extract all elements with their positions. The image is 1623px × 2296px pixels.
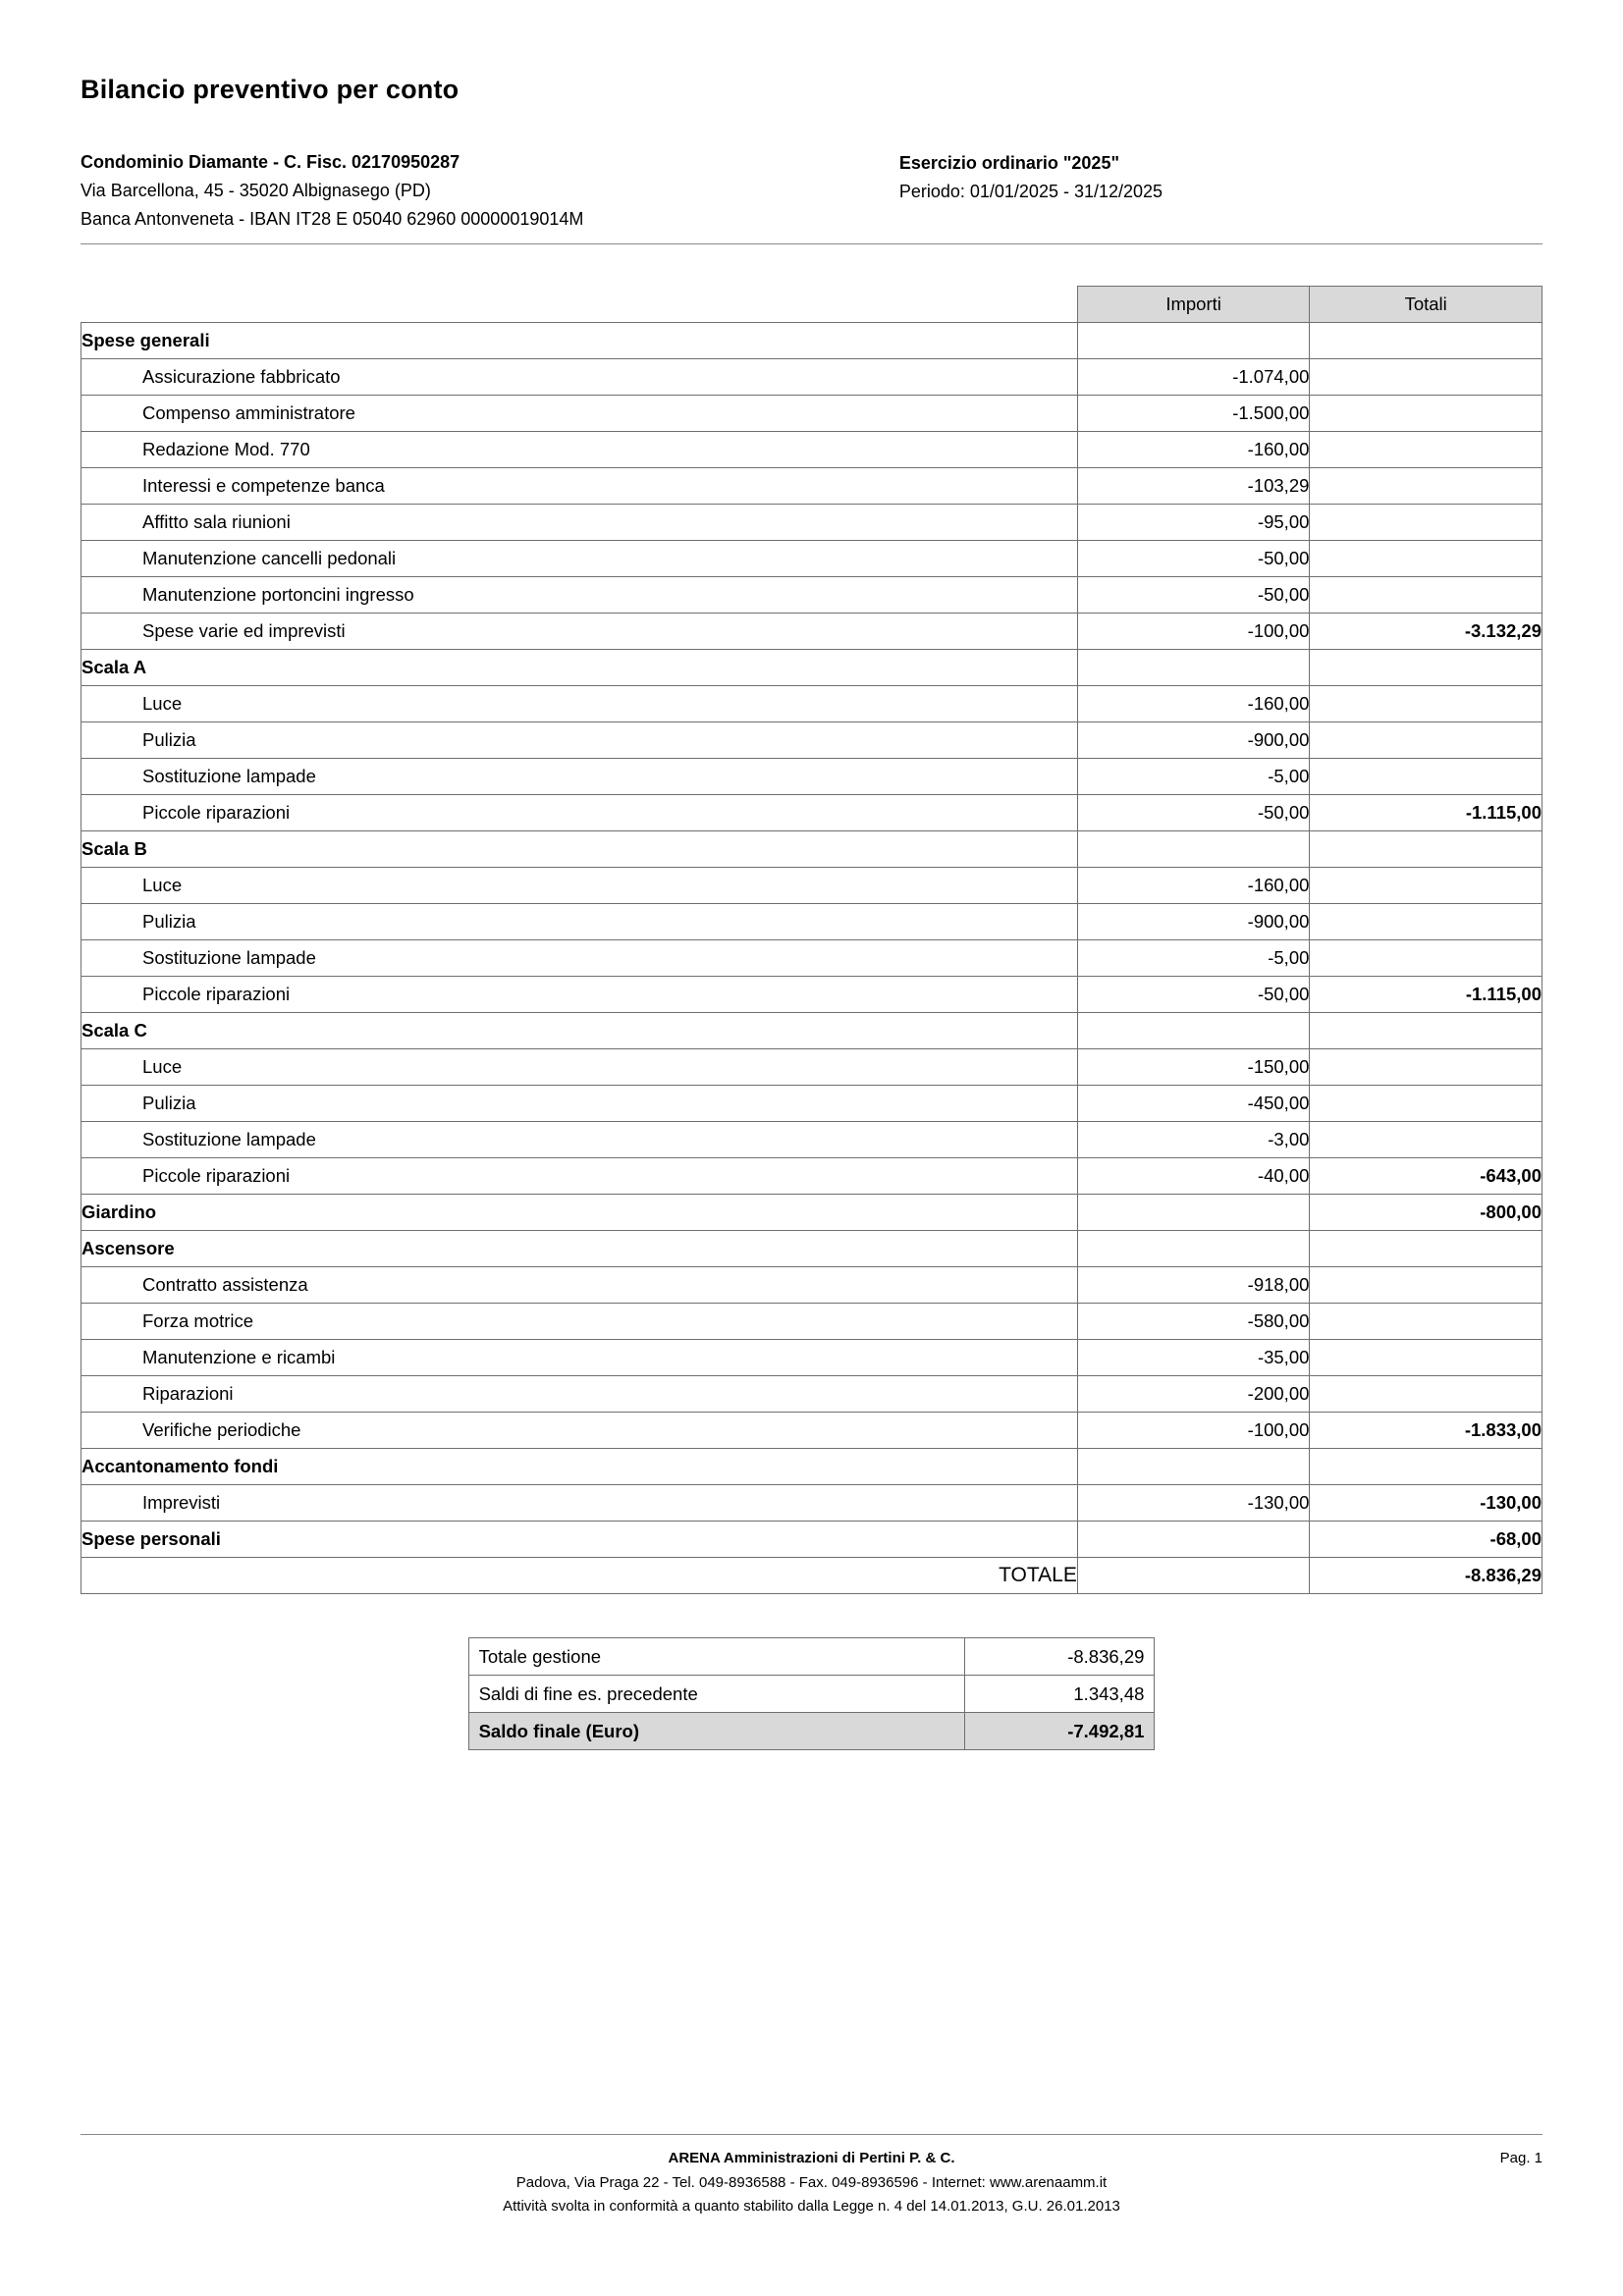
table-row [81, 1122, 1542, 1158]
row-totali [1310, 686, 1542, 722]
row-totali [1310, 831, 1542, 868]
table-row [81, 1413, 1542, 1449]
total-totali: -8.836,29 [1310, 1558, 1542, 1594]
row-label: Scala C [81, 1013, 1078, 1049]
column-header-totali: Totali [1310, 287, 1542, 323]
row-totali [1310, 1340, 1542, 1376]
row-importi: -450,00 [1077, 1086, 1310, 1122]
summary-label: Saldi di fine es. precedente [468, 1676, 964, 1713]
table-row [81, 359, 1542, 396]
table-total-row [81, 1558, 1542, 1594]
header-divider [81, 243, 1542, 244]
table-row [81, 1449, 1542, 1485]
row-totali [1310, 1449, 1542, 1485]
row-totali [1310, 359, 1542, 396]
row-label: Luce [81, 868, 1078, 904]
table-row [81, 1267, 1542, 1304]
row-importi [1077, 831, 1310, 868]
summary-table [468, 1637, 1156, 1750]
row-label: Scala A [81, 650, 1078, 686]
row-label: Giardino [81, 1195, 1078, 1231]
row-label: Spese varie ed imprevisti [81, 614, 1078, 650]
row-label: Verifiche periodiche [81, 1413, 1078, 1449]
row-importi [1077, 1231, 1310, 1267]
row-label: Compenso amministratore [81, 396, 1078, 432]
row-importi [1077, 1013, 1310, 1049]
budget-table [81, 286, 1542, 1594]
row-label: Sostituzione lampade [81, 1122, 1078, 1158]
row-label: Luce [81, 1049, 1078, 1086]
table-row [81, 1231, 1542, 1267]
row-importi: -35,00 [1077, 1340, 1310, 1376]
row-label: Manutenzione e ricambi [81, 1340, 1078, 1376]
row-totali [1310, 396, 1542, 432]
row-totali [1310, 868, 1542, 904]
row-importi: -918,00 [1077, 1267, 1310, 1304]
page-title: Bilancio preventivo per conto [81, 75, 460, 104]
row-importi: -50,00 [1077, 795, 1310, 831]
condominium-name: Condominio Diamante - C. Fisc. 02170950287 [81, 152, 460, 172]
table-row [81, 1340, 1542, 1376]
table-row [81, 541, 1542, 577]
table-row [81, 323, 1542, 359]
row-totali [1310, 505, 1542, 541]
row-label: Riparazioni [81, 1376, 1078, 1413]
row-totali: -1.115,00 [1310, 795, 1542, 831]
row-label: Spese personali [81, 1522, 1078, 1558]
row-importi: -50,00 [1077, 541, 1310, 577]
summary-final-row [468, 1713, 1155, 1750]
row-label: Manutenzione portoncini ingresso [81, 577, 1078, 614]
row-importi: -130,00 [1077, 1485, 1310, 1522]
table-row [81, 432, 1542, 468]
row-totali: -1.833,00 [1310, 1413, 1542, 1449]
row-importi: -100,00 [1077, 1413, 1310, 1449]
row-totali: -643,00 [1310, 1158, 1542, 1195]
row-totali [1310, 577, 1542, 614]
summary-label: Totale gestione [468, 1638, 964, 1676]
row-importi: -580,00 [1077, 1304, 1310, 1340]
row-importi [1077, 650, 1310, 686]
table-row [81, 468, 1542, 505]
row-label: Pulizia [81, 904, 1078, 940]
summary-row [468, 1676, 1155, 1713]
row-importi: -1.500,00 [1077, 396, 1310, 432]
table-row [81, 1158, 1542, 1195]
row-label: Affitto sala riunioni [81, 505, 1078, 541]
row-importi: -3,00 [1077, 1122, 1310, 1158]
table-row [81, 1376, 1542, 1413]
table-row [81, 1195, 1542, 1231]
row-label: Sostituzione lampade [81, 759, 1078, 795]
row-importi: -160,00 [1077, 868, 1310, 904]
row-label: Redazione Mod. 770 [81, 432, 1078, 468]
row-totali [1310, 541, 1542, 577]
row-label: Pulizia [81, 722, 1078, 759]
row-totali [1310, 904, 1542, 940]
row-label: Pulizia [81, 1086, 1078, 1122]
row-label: Sostituzione lampade [81, 940, 1078, 977]
table-row [81, 1049, 1542, 1086]
row-importi: -200,00 [1077, 1376, 1310, 1413]
footer-company: ARENA Amministrazioni di Pertini P. & C. [668, 2149, 955, 2166]
row-importi: -1.074,00 [1077, 359, 1310, 396]
row-totali: -130,00 [1310, 1485, 1542, 1522]
row-label: Manutenzione cancelli pedonali [81, 541, 1078, 577]
row-label: Piccole riparazioni [81, 977, 1078, 1013]
row-totali: -3.132,29 [1310, 614, 1542, 650]
table-row [81, 577, 1542, 614]
row-importi [1077, 1522, 1310, 1558]
row-importi: -900,00 [1077, 722, 1310, 759]
column-header-importi: Importi [1077, 287, 1310, 323]
row-label: Imprevisti [81, 1485, 1078, 1522]
row-label: Scala B [81, 831, 1078, 868]
header-right-block [899, 148, 1542, 234]
table-header-row [81, 287, 1542, 323]
header-left-block [81, 148, 899, 234]
condominium-address: Via Barcellona, 45 - 35020 Albignasego (PD) [81, 181, 431, 201]
table-row [81, 505, 1542, 541]
row-importi: -50,00 [1077, 977, 1310, 1013]
table-row [81, 795, 1542, 831]
row-importi: -5,00 [1077, 759, 1310, 795]
row-totali [1310, 940, 1542, 977]
row-label: Assicurazione fabbricato [81, 359, 1078, 396]
total-importi [1077, 1558, 1310, 1594]
period-label: Periodo: 01/01/2025 - 31/12/2025 [898, 182, 1163, 202]
row-totali [1310, 1049, 1542, 1086]
row-importi: -40,00 [1077, 1158, 1310, 1195]
footer-divider [81, 2134, 1542, 2135]
row-totali [1310, 468, 1542, 505]
row-totali [1310, 722, 1542, 759]
condominium-bank: Banca Antonveneta - IBAN IT28 E 05040 62960 00000019014M [81, 209, 584, 230]
row-totali: -1.115,00 [1310, 977, 1542, 1013]
row-label: Accantonamento fondi [81, 1449, 1078, 1485]
row-importi: -5,00 [1077, 940, 1310, 977]
summary-final-label: Saldo finale (Euro) [468, 1713, 964, 1750]
row-importi: -100,00 [1077, 614, 1310, 650]
row-label: Interessi e competenze banca [81, 468, 1078, 505]
row-importi: -103,29 [1077, 468, 1310, 505]
table-row [81, 831, 1542, 868]
table-row [81, 686, 1542, 722]
row-totali [1310, 1267, 1542, 1304]
footer-legal: Attività svolta in conformità a quanto stabilito dalla Legge n. 4 del 14.01.2013, G.U. 26.01.2013 [503, 2198, 1120, 2216]
row-totali: -68,00 [1310, 1522, 1542, 1558]
summary-final-value: -7.492,81 [964, 1713, 1155, 1750]
table-row [81, 1522, 1542, 1558]
table-row [81, 940, 1542, 977]
total-label: TOTALE [81, 1558, 1078, 1594]
row-totali: -800,00 [1310, 1195, 1542, 1231]
row-totali [1310, 1013, 1542, 1049]
table-row [81, 977, 1542, 1013]
footer-contacts: Padova, Via Praga 22 - Tel. 049-8936588 - Fax. 049-8936596 - Internet: www.arenaamm.it [515, 2173, 1108, 2191]
row-importi: -900,00 [1077, 904, 1310, 940]
document-header [81, 148, 1542, 234]
summary-value: 1.343,48 [964, 1676, 1155, 1713]
table-row [81, 614, 1542, 650]
table-row [81, 759, 1542, 795]
row-importi: -160,00 [1077, 432, 1310, 468]
table-row [81, 1485, 1542, 1522]
row-totali [1310, 759, 1542, 795]
table-row [81, 1013, 1542, 1049]
row-importi [1077, 323, 1310, 359]
summary-section [81, 1637, 1542, 1750]
table-row [81, 904, 1542, 940]
row-label: Spese generali [81, 323, 1078, 359]
row-label: Ascensore [81, 1231, 1078, 1267]
budget-table-body [81, 323, 1542, 1594]
row-totali [1310, 432, 1542, 468]
row-importi [1077, 1449, 1310, 1485]
row-label: Forza motrice [81, 1304, 1078, 1340]
row-label: Piccole riparazioni [81, 1158, 1078, 1195]
row-importi: -95,00 [1077, 505, 1310, 541]
table-row [81, 650, 1542, 686]
summary-value: -8.836,29 [964, 1638, 1155, 1676]
row-importi: -160,00 [1077, 686, 1310, 722]
row-totali [1310, 1304, 1542, 1340]
row-totali [1310, 1086, 1542, 1122]
column-header-blank [81, 287, 1078, 323]
table-row [81, 1086, 1542, 1122]
table-row [81, 722, 1542, 759]
row-importi: -50,00 [1077, 577, 1310, 614]
row-label: Contratto assistenza [81, 1267, 1078, 1304]
row-label: Luce [81, 686, 1078, 722]
row-totali [1310, 323, 1542, 359]
page-footer [81, 2134, 1542, 2219]
row-importi: -150,00 [1077, 1049, 1310, 1086]
row-totali [1310, 1122, 1542, 1158]
page-number: Pag. 1 [1499, 2149, 1542, 2166]
table-row [81, 868, 1542, 904]
table-row [81, 396, 1542, 432]
table-row [81, 1304, 1542, 1340]
row-label: Piccole riparazioni [81, 795, 1078, 831]
summary-row [468, 1638, 1155, 1676]
exercise-label: Esercizio ordinario "2025" [898, 153, 1119, 173]
row-importi [1077, 1195, 1310, 1231]
row-totali [1310, 1376, 1542, 1413]
row-totali [1310, 1231, 1542, 1267]
row-totali [1310, 650, 1542, 686]
